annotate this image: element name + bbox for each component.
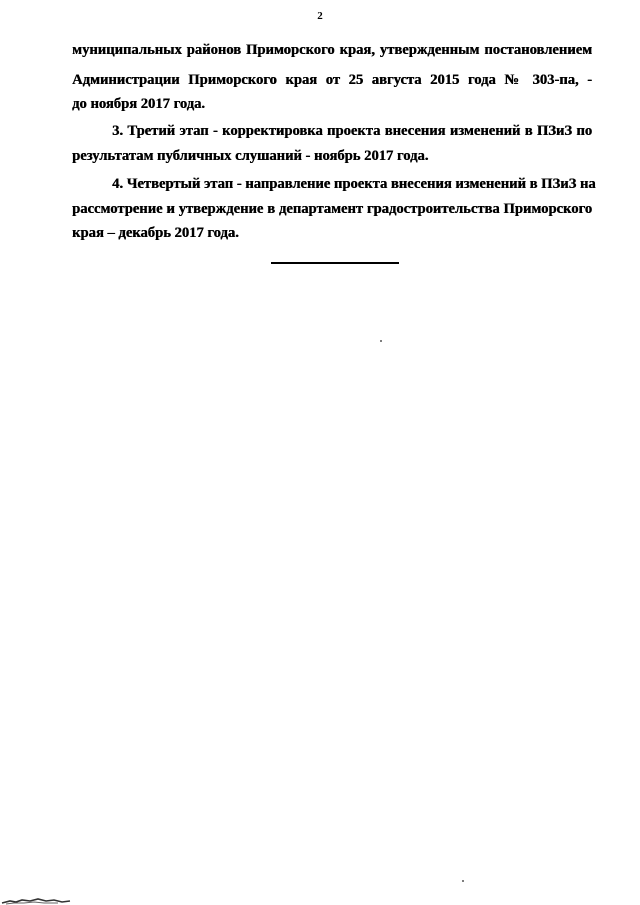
paragraph-3-line-2: рассмотрение и утверждение в департамент градостроительства Приморского bbox=[72, 201, 592, 217]
scan-speck bbox=[380, 340, 382, 342]
paragraph-1-line-3: до ноября 2017 года. bbox=[72, 96, 205, 112]
page-number: 2 bbox=[317, 10, 323, 22]
scan-speck bbox=[462, 880, 464, 882]
paragraph-3-line-1: 4. Четвертый этап - направление проекта внесения изменений в ПЗиЗ на bbox=[112, 176, 596, 192]
paragraph-1-line-1: муниципальных районов Приморского края, утвержденным постановлением bbox=[72, 42, 592, 58]
paragraph-3-line-3: края – декабрь 2017 года. bbox=[72, 225, 239, 241]
scan-edge-artifact bbox=[0, 891, 72, 905]
paragraph-1-line-2: Администрации Приморского края от 25 августа 2015 года № 303-па, - bbox=[72, 72, 592, 88]
paragraph-2-line-2: результатам публичных слушаний - ноябрь 2017 года. bbox=[72, 148, 429, 164]
paragraph-2-line-1: 3. Третий этап - корректировка проекта внесения изменений в ПЗиЗ по bbox=[112, 123, 592, 139]
end-separator-rule bbox=[271, 262, 399, 264]
